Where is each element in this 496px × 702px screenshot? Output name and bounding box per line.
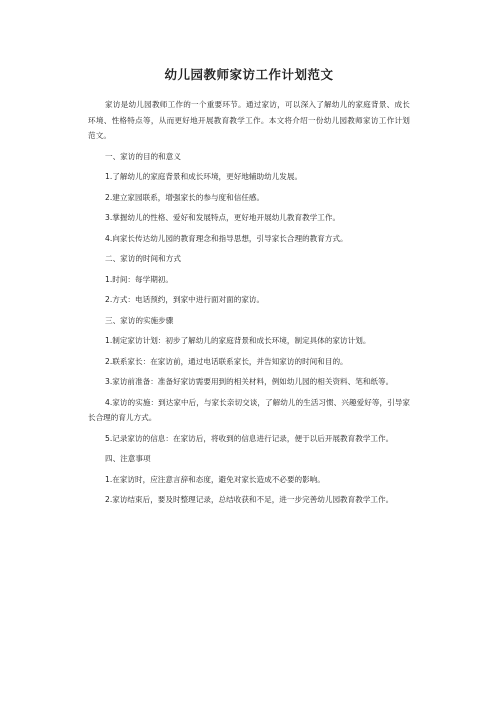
section-heading: 四、注意事项 bbox=[105, 454, 151, 463]
list-item: 4.向家长传达幼儿园的教育理念和指导思想，引导家长合理的教育方式。 bbox=[105, 233, 348, 243]
section-notes bbox=[88, 451, 410, 508]
list-item: 1.在家访时，应注意言辞和态度，避免对家长造成不必要的影响。 bbox=[105, 474, 325, 484]
list-item: 3.家访前准备：准备好家访需要用到的相关材料，例如幼儿园的相关资料、笔和纸等。 bbox=[105, 377, 394, 386]
section-purpose bbox=[88, 149, 410, 247]
list-item: 2.联系家长：在家访前，通过电话联系家长，并告知家访的时间和目的。 bbox=[105, 356, 348, 366]
list-item: 1.了解幼儿的家庭背景和成长环境，更好地辅助幼儿发展。 bbox=[105, 172, 303, 181]
section-steps bbox=[88, 313, 410, 447]
list-item: 2.家访结束后，要及时整理记录，总结收获和不足，进一步完善幼儿园教育教学工作。 bbox=[105, 495, 394, 504]
document-title: 幼儿园教师家访工作计划范文 bbox=[164, 67, 334, 82]
list-item: 5.记录家访的信息：在家访后，将收到的信息进行记录，便于以后开展教育教学工作。 bbox=[105, 433, 394, 443]
list-item: 3.掌握幼儿的性格、爱好和发展特点，更好地开展幼儿教育教学工作。 bbox=[105, 213, 341, 222]
section-heading: 一、家访的目的和意义 bbox=[105, 151, 181, 161]
list-item: 2.建立家园联系，增强家长的参与度和信任感。 bbox=[105, 192, 265, 202]
list-item: 4.家访的实施：到达家中后，与家长亲切交谈，了解幼儿的生活习惯、兴趣爱好等，引导家长合理的育儿方式。 bbox=[88, 397, 410, 422]
list-item: 1.时间：每学期初。 bbox=[105, 274, 173, 284]
list-item: 2.方式：电话预约，到家中进行面对面的家访。 bbox=[105, 295, 265, 304]
section-time-method bbox=[88, 251, 410, 308]
section-heading: 三、家访的实施步骤 bbox=[105, 315, 174, 325]
intro-paragraph: 家访是幼儿园教师工作的一个重要环节。通过家访，可以深入了解幼儿的家庭背景、成长环境、性格特点等，从而更好地开展教育教学工作。本文将介绍一份幼儿园教师家访工作计划范文。 bbox=[88, 100, 410, 140]
section-heading: 二、家访的时间和方式 bbox=[105, 254, 181, 263]
list-item: 1.制定家访计划：初步了解幼儿的家庭背景和成长环境，制定具体的家访计划。 bbox=[105, 336, 371, 345]
